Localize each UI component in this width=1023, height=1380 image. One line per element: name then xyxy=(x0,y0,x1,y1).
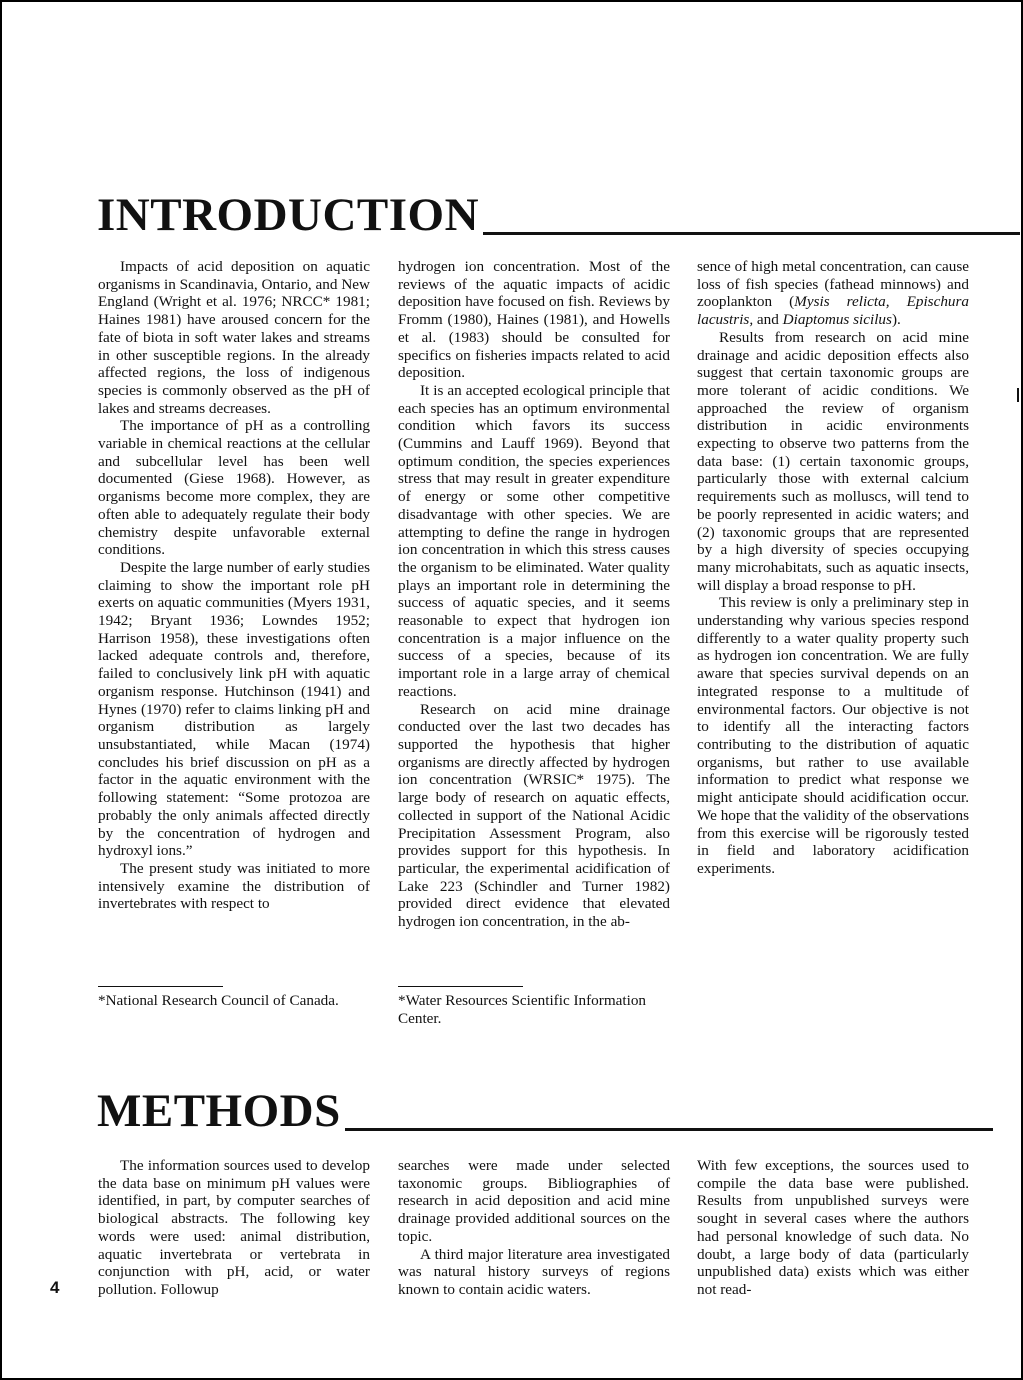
species-mysis: Mysis relicta, xyxy=(794,293,890,311)
intro-col1-paragraph-4: The present study was initiated to more intensively examine the distribution of invertebrates with respect to xyxy=(98,859,370,913)
species-epischura: Epischura lacustris, xyxy=(697,293,970,329)
footnote-1: *National Research Council of Canada. xyxy=(98,992,339,1009)
intro-col3-paragraph-1 xyxy=(697,258,969,329)
introduction-column-2 xyxy=(398,258,670,931)
methods-column-3 xyxy=(697,1157,969,1299)
methods-col3-paragraph-1: With few exceptions, the sources used to compile the data base were published. Results from unpublished surveys were sought in several cases where the authors had personal knowledge of such data. No doubt, a large body of data (particularly unpublished data) exists which was either not read- xyxy=(697,1157,969,1298)
introduction-heading-rule xyxy=(483,232,1020,235)
introduction-column-1 xyxy=(98,258,370,913)
intro-col1-paragraph-1: Impacts of acid deposition on aquatic organisms in Scandinavia, Ontario, and New England (Wright et al. 1976; NRCC* 1981; Haines 1981) have aroused concern for the fate of biota in soft water lakes and streams in other susceptible regions. In the already affected regions, the loss of indigenous species is commonly observed as the pH of lakes and streams decreases. xyxy=(98,258,370,417)
intro-col1-paragraph-3: Despite the large number of early studies claiming to show the important role pH exerts on aquatic communities (Myers 1931, 1942; Bryant 1936; Lowndes 1952; Harrison 1958), these investigations often lacked adequate controls and, therefore, failed to conclusively link pH with aquatic organism response. Hutchinson (1941) and Hynes (1970) refer to claims linking pH and organism distribution as largely unsubstantiated, while Macan (1974) concludes his brief discussion on pH as a factor in the aquatic environment with the following statement: “Some protozoa are probably the only animals affected directly by the concentration of hydrogen and hydroxyl ions.” xyxy=(98,558,370,860)
edge-mark xyxy=(1017,388,1019,402)
and-word: and xyxy=(753,311,783,329)
methods-heading: METHODS xyxy=(97,1085,341,1137)
footnote-rule-2 xyxy=(398,986,523,987)
methods-col1-paragraph-1: The information sources used to develop the data base on minimum pH values were identified, in part, by computer searches of biological abstracts. The following key words were used: animal distribution, aquatic invertebrata or vertebrata in conjunction with pH, acid, or water pollution. Followup xyxy=(98,1157,370,1298)
intro-col3-p1-end: ). xyxy=(891,311,901,329)
intro-col3-paragraph-3: This review is only a preliminary step in understanding why various species respond differently to a water quality property such as hydrogen ion concentration. We are fully aware that species survival depends on an integrated response to a multitude of environmental factors. Our objective is not to identify all the interacting factors contributing to the distribution of aquatic organisms, but rather to use available information to predict what response we might anticipate should acidification occur. We hope that the validity of the observations from this exercise will be rigorously tested in field and laboratory acidification experiments. xyxy=(697,594,969,877)
intro-col3-p1-start: sence of high metal concentration, can cause loss of fish species (fathead minnows) and zooplankton ( xyxy=(697,258,969,311)
footnote-rule-1 xyxy=(98,986,223,987)
methods-col2-paragraph-1: searches were made under selected taxonomic groups. Bibliographies of research in acid deposition and acid mine drainage provided additional sources on the topic. xyxy=(398,1157,670,1245)
intro-col1-paragraph-2: The importance of pH as a controlling variable in chemical reactions at the cellular and subcellular level has been well documented (Giese 1968). However, as organisms become more complex, they are often able to adequately regulate their body chemistry despite unfavorable external conditions. xyxy=(98,417,370,559)
methods-heading-bar xyxy=(97,1085,993,1137)
page-number: 4 xyxy=(50,1278,60,1297)
introduction-heading: INTRODUCTION xyxy=(97,189,480,241)
intro-col2-paragraph-3: Research on acid mine drainage conducted over the last two decades has supported the hypothesis that higher organisms are directly affected by hydrogen ion concentration (WRSIC* 1975). The large body of research on aquatic effects, collected in support of the National Acidic Precipitation Assessment Program, also provides support for this hypothesis. In particular, the experimental acidification of Lake 223 (Schindler and Turner 1982) provided direct evidence that elevated hydrogen ion concentration, in the ab- xyxy=(398,700,670,931)
methods-heading-rule xyxy=(345,1128,993,1131)
methods-column-2 xyxy=(398,1157,670,1299)
intro-col2-paragraph-1: hydrogen ion concentration. Most of the reviews of the aquatic impacts of acidic deposition have focused on fish. Reviews by Fromm (1980), Haines (1981), and Howells et al. (1983) should be consulted for specifics on fisheries impacts related to acid deposition. xyxy=(398,258,670,382)
footnote-2: *Water Resources Scientific Information Center. xyxy=(398,992,647,1027)
introduction-column-3 xyxy=(697,258,969,878)
methods-col2-paragraph-2: A third major literature area investigated was natural history surveys of regions known to contain acidic waters. xyxy=(398,1245,670,1298)
introduction-heading-bar xyxy=(97,189,1020,241)
methods-column-1 xyxy=(98,1157,370,1299)
intro-col3-paragraph-2: Results from research on acid mine drainage and acidic deposition effects also suggest that certain taxonomic groups are more tolerant of acidic conditions. We approached the review of organism distribution in acidic environments expecting to observe two patterns from the data base: (1) certain taxonomic groups, particularly those with external calcium requirements such as molluscs, will tend to be poorly represented in acidic waters; and (2) taxonomic groups that are represented by a high diversity of species occupying many microhabitats, such as aquatic insects, will display a broad response to pH. xyxy=(697,328,969,594)
species-diaptomus: Diaptomus sicilus xyxy=(782,311,892,329)
intro-col2-paragraph-2: It is an accepted ecological principle that each species has an optimum environmental condition which favors its success (Cummins and Lauff 1969). Beyond that optimum condition, the species experiences stress that may result in greater expenditure of energy or some other competitive disadvantage with other species. We are attempting to define the range in hydrogen ion concentration in which this stress causes the organism to be eliminated. Water quality plays an important role in determining the success of aquatic species, and it seems reasonable to expect that hydrogen ion concentration is a major influence on the success of a species, because of its important role in a large array of chemical reactions. xyxy=(398,381,670,700)
